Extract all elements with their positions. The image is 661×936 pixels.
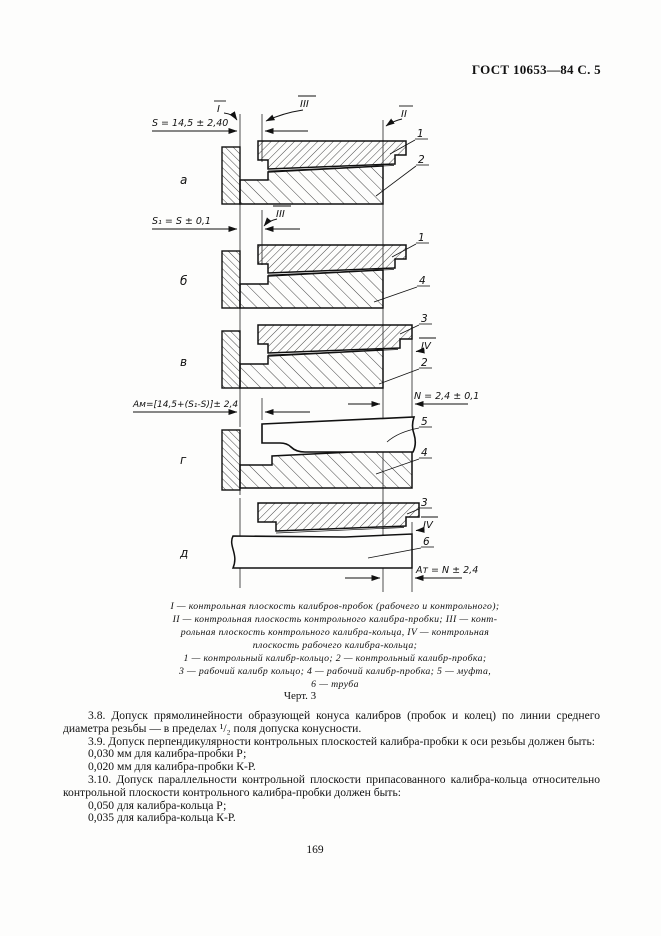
datum-IV-label-v: IV	[421, 341, 431, 352]
section-b	[152, 206, 430, 308]
datum-I-label: I	[217, 104, 220, 115]
dim-s1-text: S₁ = S ± 0,1	[152, 216, 211, 227]
section-d-working-ring	[258, 503, 419, 531]
legend-line: плоскость рабочего калибра-кольца;	[252, 640, 418, 651]
section-a-label: а	[180, 173, 188, 187]
part-2-label: 2	[418, 154, 425, 166]
dim-n-text: N = 2,4 ± 0,1	[414, 391, 480, 402]
section-v-label: в	[180, 355, 188, 369]
legend-line: I — контрольная плоскость калибров-пробок (рабочего и контрольного);	[170, 601, 500, 612]
paragraph-3-10: 3.10. Допуск параллельности контрольной плоскости припасованного калибра-кольца относительно контрольной плоскости контрольного калибра-пробки должен быть:	[63, 772, 600, 799]
section-d	[179, 497, 478, 578]
section-d-pipe	[232, 534, 412, 568]
section-v-working-ring	[258, 325, 412, 353]
section-g	[180, 416, 432, 490]
page-title: ГОСТ 10653—84 С. 5	[471, 62, 601, 77]
dim-s-text: S = 14,5 ± 2,40	[152, 118, 229, 129]
value-line: 0,030 мм для калибра-пробки Р;	[88, 747, 247, 761]
paragraph-3-9: 3.9. Допуск перпендикулярности контрольных плоскостей калибра-пробки к оси резьбы должен быть:	[88, 734, 595, 748]
datum-III-leader-top	[266, 110, 303, 121]
datum-II-leader	[386, 119, 402, 126]
value-line: 0,050 для калибра-кольца Р;	[88, 798, 227, 812]
value-line: 0,020 мм для калибра-пробки К-Р.	[88, 760, 256, 774]
datum-III-label-b: III	[276, 209, 285, 220]
section-v	[132, 313, 479, 412]
section-v-plug-flange	[222, 331, 240, 388]
section-b-plug-flange	[222, 251, 240, 308]
part-4-label-b: 4	[419, 275, 426, 287]
legend-line: 6 — труба	[311, 679, 359, 690]
legend-line: рольная плоскость контрольного калибра-кольца, IV — контрольная	[180, 627, 490, 638]
legend-line: II — контрольная плоскость контрольного калибра-пробки; III — конт-	[172, 614, 498, 625]
section-a-control-plug	[240, 166, 383, 204]
body-text	[63, 710, 600, 825]
section-g-label: г	[180, 453, 187, 467]
part-2-leader-v	[379, 369, 419, 384]
datum-II-label: II	[401, 109, 407, 120]
figure-caption: Черт. 3	[283, 690, 317, 702]
section-g-coupling	[262, 417, 415, 452]
legend-line: 3 — рабочий калибр кольцо; 4 — рабочий калибр-пробка; 5 — муфта,	[178, 666, 492, 677]
part-5-label: 5	[421, 416, 428, 428]
datum-III-leader-b	[264, 219, 277, 226]
section-d-label: д	[180, 546, 189, 560]
part-1-label-b: 1	[418, 232, 425, 244]
datum-IV-leader-d	[416, 530, 422, 531]
legend-line: 1 — контрольный калибр-кольцо; 2 — контрольный калибр-пробка;	[183, 653, 487, 664]
part-3-label-d: 3	[421, 497, 428, 509]
section-v-control-plug	[240, 350, 383, 388]
top-dimension-s	[152, 96, 413, 131]
paragraph-3-8: 3.8. Допуск прямолинейности образующей конуса калибров (пробок и колец) по линии среднего диаметра резьбы — в пределах ¹/₂ поля допуска конусности.	[63, 709, 600, 735]
part-4-label-g: 4	[421, 447, 428, 459]
section-a-plug-flange	[222, 147, 240, 204]
part-3-label-v: 3	[421, 313, 428, 325]
dim-am-text: Aм=[14,5+(S₁-S)]± 2,4	[133, 400, 239, 410]
section-b-control-ring	[258, 245, 406, 273]
datum-III-label-top: III	[300, 99, 309, 110]
page-number: 169	[306, 844, 324, 856]
part-2-label-v: 2	[421, 357, 428, 369]
part-1-label: 1	[417, 128, 424, 140]
value-line: 0,035 для калибра-кольца К-Р.	[88, 811, 236, 825]
datum-IV-leader-v	[416, 351, 420, 352]
section-g-ring-flange	[222, 430, 240, 490]
figure-legend	[60, 600, 610, 691]
section-a-control-ring	[258, 141, 406, 169]
part-6-label: 6	[423, 536, 430, 548]
section-a	[180, 128, 429, 204]
section-b-label: б	[180, 274, 188, 288]
dim-at-text: Aт = N ± 2,4	[416, 565, 479, 576]
section-b-working-plug	[240, 270, 383, 308]
datum-IV-label-d: IV	[423, 520, 433, 531]
section-g-working-ring	[240, 449, 412, 488]
